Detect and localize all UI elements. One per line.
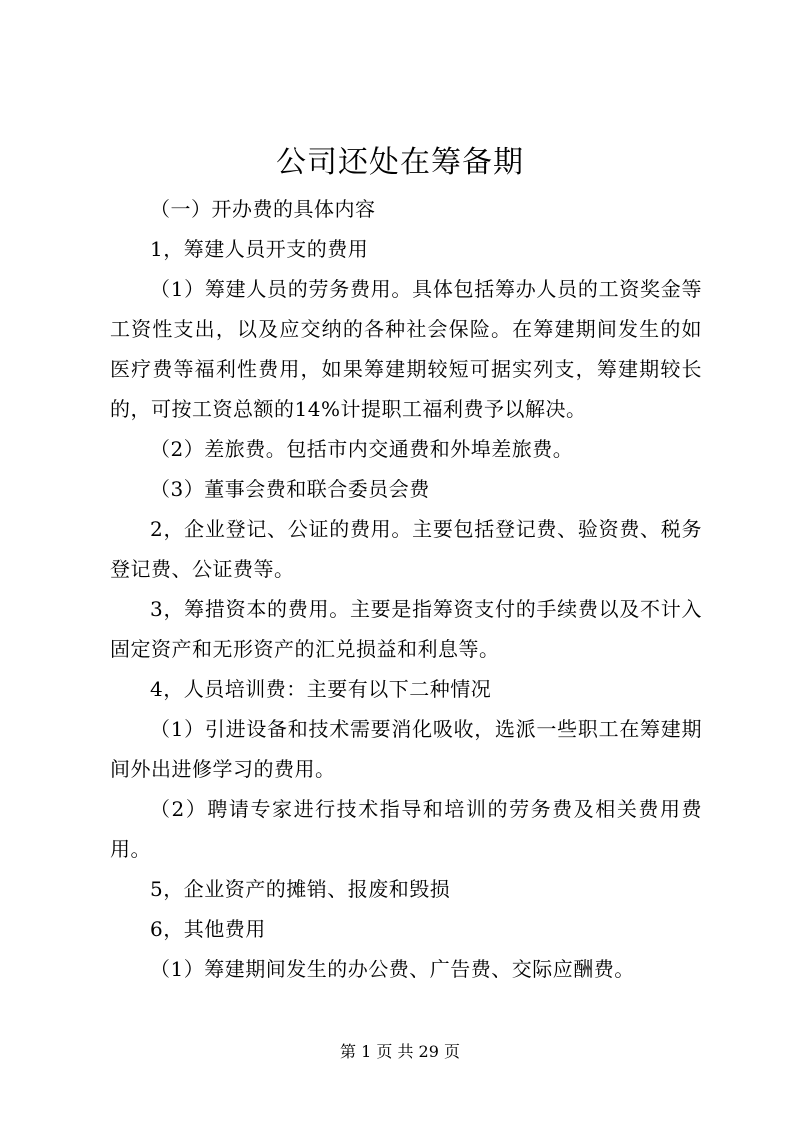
paragraph-item-2: 2，企业登记、公证的费用。主要包括登记费、验资费、税务登记费、公证费等。 xyxy=(110,517,702,581)
paragraph-item-1-2: （2）差旅费。包括市内交通费和外埠差旅费。 xyxy=(150,437,574,461)
paragraph-item-4-2: （2）聘请专家进行技术指导和培训的劳务费及相关费用费用。 xyxy=(110,797,702,861)
paragraph-item-6-1: （1）筹建期间发生的办公费、广告费、交际应酬费。 xyxy=(150,957,635,981)
document-body xyxy=(110,189,702,989)
paragraph-item-5: 5，企业资产的摊销、报废和毁损 xyxy=(150,877,451,901)
paragraph-item-6: 6，其他费用 xyxy=(150,917,266,941)
page-number-footer: 第 1 页 共 29 页 xyxy=(340,1042,460,1061)
paragraph-item-3: 3，筹措资本的费用。主要是指筹资支付的手续费以及不计入固定资产和无形资产的汇兑损益和利息等。 xyxy=(110,597,702,661)
paragraph-item-1-3: （3）董事会费和联合委员会费 xyxy=(150,477,430,501)
paragraph-section-heading: （一）开办费的具体内容 xyxy=(150,197,376,221)
paragraph-item-1-1: （1）筹建人员的劳务费用。具体包括筹办人员的工资奖金等工资性支出，以及应交纳的各种社会保险。在筹建期间发生的如医疗费等福利性费用，如果筹建期较短可据实列支，筹建期较长的，可按工资总额的14%计提职工福利费予以解决。 xyxy=(110,277,702,421)
paragraph-item-1: 1，筹建人员开支的费用 xyxy=(150,237,369,261)
paragraph-item-4-1: （1）引进设备和技术需要消化吸收，选派一些职工在筹建期间外出进修学习的费用。 xyxy=(110,717,702,781)
document-title: 公司还处在筹备期 xyxy=(276,145,524,180)
paragraph-item-4: 4，人员培训费：主要有以下二种情况 xyxy=(150,677,492,701)
